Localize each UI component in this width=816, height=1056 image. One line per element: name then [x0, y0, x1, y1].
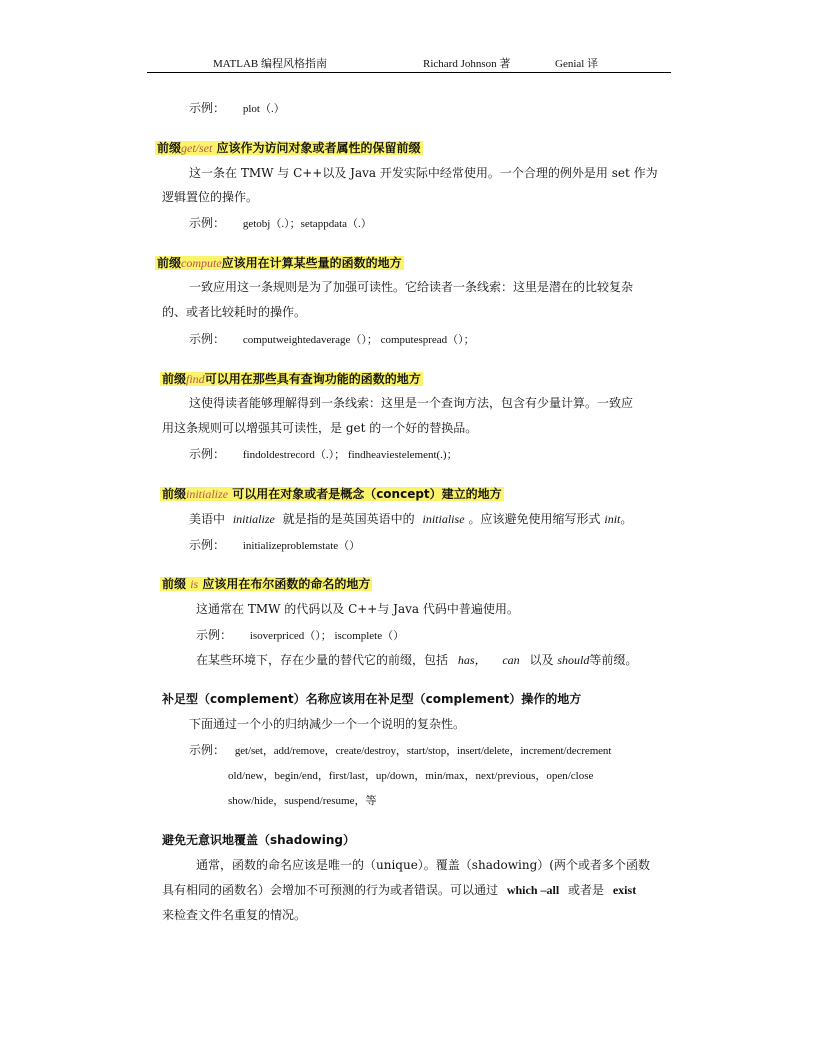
section-heading-get-set	[155, 139, 423, 157]
heading-prefix: 前缀	[157, 141, 182, 155]
example-code: get/set，add/remove，create/destroy，start/stop，insert/delete，increment/decrement	[234, 745, 612, 757]
is-example-line	[196, 627, 404, 644]
text-run: 或者是	[568, 883, 605, 897]
compute-example-line	[189, 331, 475, 348]
heading-code: is	[190, 577, 199, 591]
heading-prefix: 前缀	[162, 487, 187, 501]
heading-code: initialize	[186, 487, 229, 501]
paragraph-line: 这使得读者能够理解得到一条线索：这里是一个查询方法，包含有少量计算。一致应	[189, 396, 634, 410]
example-label: 示例：	[189, 101, 226, 115]
paragraph-line: 来检查文件名重复的情况。	[162, 908, 307, 922]
section-heading-complement: 补足型（complement）名称应该用在补足型（complement）操作的地方	[162, 692, 582, 706]
heading-text: 应该作为访问对象或者属性的保留前缀	[212, 141, 421, 155]
example-code: show/hide，suspend/resume，等	[228, 795, 377, 807]
example-code: isoverpriced（）； iscomplete（）	[249, 630, 405, 642]
inline-code: initialise	[422, 512, 465, 526]
text-run: 等前缀。	[589, 653, 638, 667]
example-code: initializeproblemstate（）	[242, 540, 361, 552]
text-run: 美语中	[189, 512, 226, 526]
heading-text: 可以用在那些具有查询功能的函数的地方	[204, 372, 421, 386]
is-paragraph-line	[196, 652, 637, 668]
example-code: old/new，begin/end，first/last，up/down，min/max，next/previous，open/close	[228, 770, 594, 782]
example-label: 示例：	[189, 447, 226, 461]
paragraph-line: 通常，函数的命名应该是唯一的（unique）。覆盖（shadowing）(两个或者多个函数	[196, 858, 650, 872]
paragraph-line: 用这条规则可以增强其可读性，是 get 的一个好的替换品。	[162, 421, 478, 435]
heading-code: find	[186, 372, 205, 386]
example-code: computweightedaverage（）； computespread（）；	[242, 334, 475, 346]
inline-code: has，	[457, 653, 487, 667]
paragraph-line: 下面通过一个小的归纳减少一个一个说明的复杂性。	[189, 717, 466, 731]
heading-prefix: 前缀	[162, 372, 187, 386]
header-title: MATLAB 编程风格指南	[213, 58, 327, 70]
heading-prefix: 前缀	[157, 256, 182, 270]
paragraph-line: 的、或者比较耗时的操作。	[162, 305, 307, 319]
example-code: findoldestrecord（.）； findheaviestelement(.)；	[242, 449, 458, 461]
section-heading-compute	[155, 254, 404, 272]
text-run: 就是指的是英国英语中的	[282, 512, 415, 526]
inline-code: can	[502, 653, 520, 667]
example-label: 示例：	[189, 538, 226, 552]
complement-example-line	[189, 742, 611, 759]
section-heading-find	[160, 370, 423, 388]
heading-text: 可以用在对象或者是概念（concept）建立的地方	[228, 487, 502, 501]
example-label: 示例：	[196, 628, 233, 642]
paragraph-line: 这通常在 TMW 的代码以及 C++与 Java 代码中普遍使用。	[196, 602, 519, 616]
example-label: 示例：	[189, 743, 226, 757]
example-code: getobj（.）；setappdata（.）	[242, 218, 372, 230]
plot-example-line	[189, 100, 285, 117]
inline-command: exist	[612, 883, 637, 897]
heading-code: compute	[181, 256, 222, 270]
text-run: 以及	[529, 653, 554, 667]
inline-code: init	[604, 512, 621, 526]
paragraph-line: 逻辑置位的操作。	[162, 190, 259, 204]
initialize-paragraph-line	[189, 511, 632, 527]
header-author: Richard Johnson 著	[423, 58, 511, 70]
heading-text: 应该用在布尔函数的命名的地方	[198, 577, 371, 591]
section-heading-shadowing: 避免无意识地覆盖（shadowing）	[162, 833, 355, 847]
heading-prefix: 前缀	[162, 577, 191, 591]
example-label: 示例：	[189, 216, 226, 230]
heading-text: 应该用在计算某些量的函数的地方	[221, 256, 402, 270]
inline-code: should	[557, 653, 590, 667]
running-header	[147, 52, 671, 73]
text-run: 在某些环境下，存在少量的替代它的前缀，包括	[196, 653, 449, 667]
paragraph-line: 这一条在 TMW 与 C++以及 Java 开发实际中经常使用。一个合理的例外是用 set 作为	[189, 166, 658, 180]
shadowing-paragraph-line	[162, 882, 636, 898]
heading-code: get/set	[181, 141, 213, 155]
get-set-example-line	[189, 215, 372, 232]
paragraph-line: 一致应用这一条规则是为了加强可读性。它给读者一条线索：这里是潜在的比较复杂	[189, 280, 634, 294]
initialize-example-line	[189, 537, 360, 554]
example-code: plot（.）	[242, 103, 285, 115]
header-translator: Genial 译	[555, 58, 599, 70]
section-heading-is	[160, 575, 372, 593]
inline-code: initialize	[232, 512, 275, 526]
text-run: 。	[620, 512, 633, 526]
find-example-line	[189, 446, 458, 463]
section-heading-initialize	[160, 485, 504, 503]
text-run: 具有相同的函数名）会增加不可预测的行为或者错误。可以通过	[162, 883, 499, 897]
text-run: 。应该避免使用缩写形式	[468, 512, 601, 526]
example-label: 示例：	[189, 332, 226, 346]
inline-command: which –all	[506, 883, 560, 897]
